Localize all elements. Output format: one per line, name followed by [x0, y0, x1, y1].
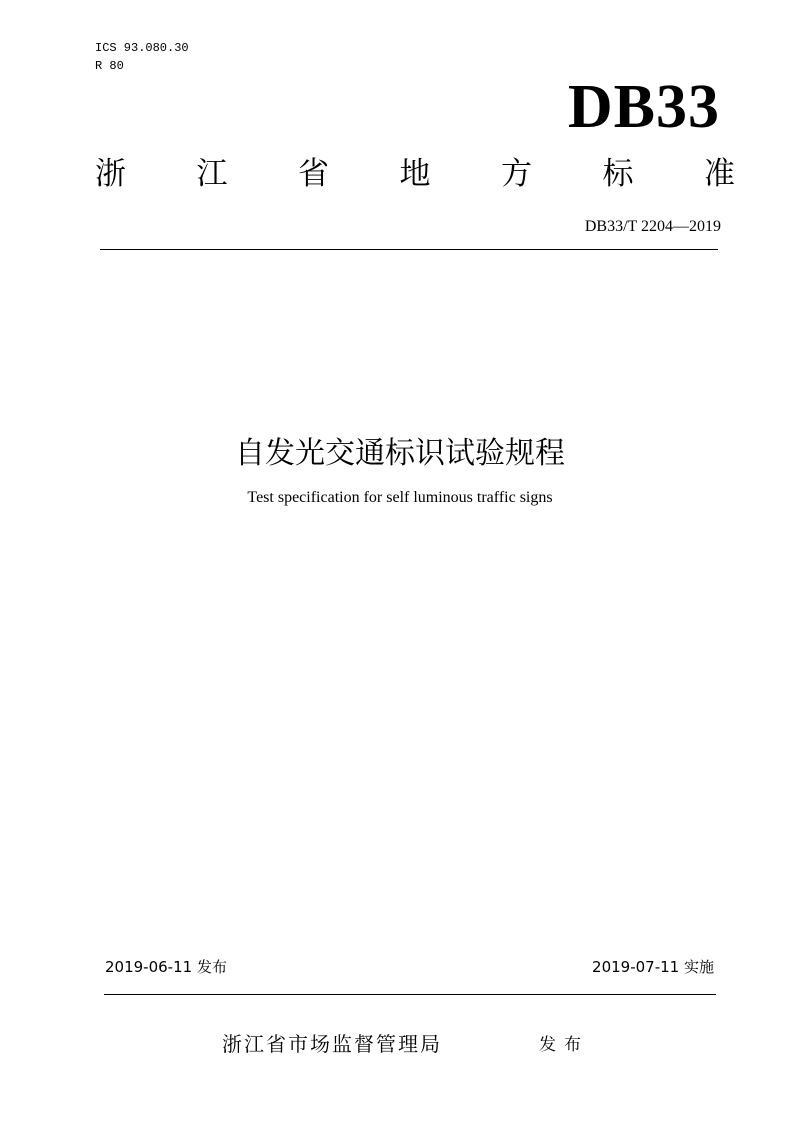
standard-category-char: 浙	[95, 156, 126, 192]
document-title: 自发光交通标识试验规程	[235, 436, 565, 471]
header-divider	[100, 249, 718, 250]
standard-category-char: 准	[704, 156, 735, 192]
publisher-name: 浙江省市场监督管理局	[222, 1032, 442, 1056]
standard-number: DB33/T 2204—2019	[584, 218, 721, 235]
standard-category-char: 地	[399, 156, 431, 192]
publish-label: 发布	[539, 1035, 589, 1055]
implementation-date: 2019-07-11 实施	[592, 958, 714, 976]
issue-date: 2019-06-11 发布	[105, 958, 227, 976]
standard-category-char: 江	[196, 156, 228, 192]
ccs-code: R 80	[95, 59, 124, 73]
standard-prefix-logo: DB33	[567, 73, 720, 141]
footer-divider	[104, 994, 716, 995]
standard-category-heading	[95, 152, 735, 196]
standard-category-char: 标	[602, 156, 634, 192]
standard-category-char: 方	[501, 156, 532, 192]
document-title-english: Test specification for self luminous traffic signs	[247, 489, 553, 506]
ics-code: ICS 93.080.30	[95, 41, 189, 55]
standard-category-char: 省	[298, 156, 329, 192]
